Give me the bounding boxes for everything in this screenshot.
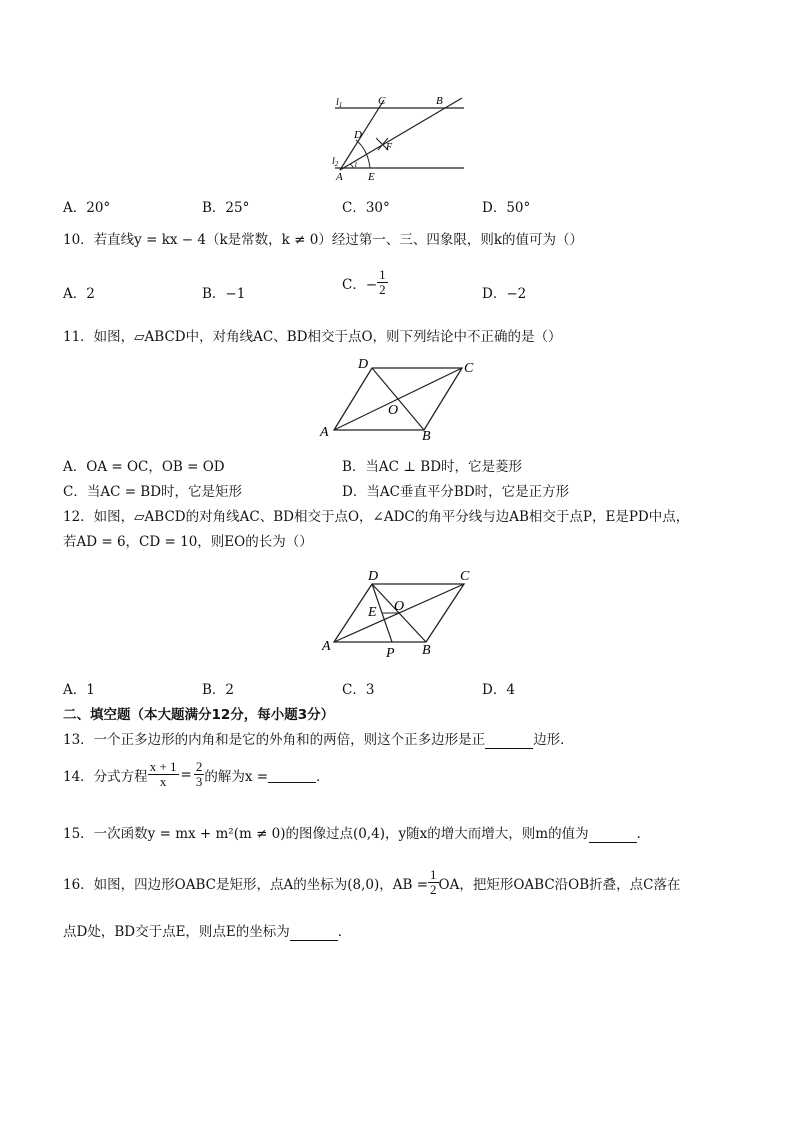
option-c[interactable]: C．30° <box>342 200 390 216</box>
option-b[interactable]: B．25° <box>202 200 250 216</box>
option-c[interactable]: C．当AC = BD时，它是矩形 <box>63 484 243 500</box>
option-a[interactable]: A．20° <box>63 200 111 216</box>
q16-answer-blank[interactable] <box>290 924 338 941</box>
q13-answer-blank[interactable] <box>485 732 533 749</box>
label-o: O <box>388 403 399 418</box>
label-d: D <box>358 357 369 372</box>
option-a[interactable]: A．1 <box>63 682 95 698</box>
q13-text-before: 13．一个正多边形的内角和是它的外角和的两倍，则这个正多边形是正 <box>63 732 486 748</box>
label-f: F <box>386 142 393 153</box>
q11-figure <box>316 352 482 444</box>
q14-text-after: ． <box>316 768 330 785</box>
option-c[interactable] <box>342 268 388 298</box>
section-heading-fill-in: 二、填空题（本大题满分12分，每小题3分） <box>63 707 335 723</box>
q9-figure <box>326 92 472 184</box>
option-d[interactable]: D．当AC垂直平分BD时，它是正方形 <box>342 484 570 500</box>
q12-figure <box>318 564 478 660</box>
label-b: B <box>436 95 443 107</box>
q13 <box>63 728 574 749</box>
q15 <box>63 822 650 843</box>
q15-text-before: 15．一次函数y = mx + m²(m ≠ 0)的图像过点(0,4)，y随x的增大而增大，则m的值为 <box>63 826 589 842</box>
option-d[interactable]: D．4 <box>482 682 515 698</box>
option-a[interactable]: A．2 <box>63 286 95 302</box>
option-a[interactable]: A．OA = OC，OB = OD <box>63 459 225 475</box>
label-p: P <box>386 646 395 660</box>
q12-stem-line1: 12．如图，▱ABCD的对角线AC、BD相交于点O，∠ADC的角平分线与边AB相交于点P，E是PD中点， <box>63 509 690 525</box>
q16-text-after: OA，把矩形OABC沿OB折叠，点C落在 <box>438 876 681 893</box>
option-b[interactable]: B．−1 <box>202 286 246 302</box>
label-a: A <box>320 425 329 440</box>
q10-stem: 10．若直线y = kx − 4（k是常数，k ≠ 0）经过第一、三、四象限，则k的值可为（） <box>63 232 583 248</box>
q15-text-after: ． <box>636 826 651 842</box>
label-c: C <box>378 95 386 107</box>
label-c: C <box>460 569 470 584</box>
q16-line2-before: 点D处，BD交于点E，则点E的坐标为 <box>63 924 290 940</box>
option-b[interactable]: B．2 <box>202 682 235 698</box>
label-a: A <box>336 171 343 183</box>
q16-line2 <box>63 920 351 941</box>
option-c[interactable]: C．3 <box>342 682 375 698</box>
label-c: C <box>464 361 474 376</box>
segment-ac <box>340 100 384 170</box>
q14-fraction-right: $\frac{2}{3}$ <box>195 759 203 790</box>
diagonal-bd <box>372 368 424 430</box>
option-c-fraction: $\frac{1}{2}$ <box>379 267 386 298</box>
q16-line2-after: ． <box>337 924 352 940</box>
label-d: D <box>368 569 379 584</box>
label-b: B <box>422 429 431 444</box>
option-b[interactable]: B．当AC ⊥ BD时，它是菱形 <box>342 459 523 475</box>
q16-fraction: $\frac{1}{2}$ <box>430 867 437 898</box>
angle-1-arc <box>350 164 353 168</box>
label-l2: $l_2$ <box>332 156 339 168</box>
label-l1: $l_1$ <box>336 97 343 109</box>
q15-answer-blank[interactable] <box>589 826 637 843</box>
option-d[interactable]: D．50° <box>482 200 531 216</box>
q14-text-before: 14．分式方程 <box>63 768 148 785</box>
q16-line1 <box>63 868 680 898</box>
q14-answer-blank[interactable] <box>268 766 316 783</box>
q14-text-mid: 的解为x = <box>204 768 269 785</box>
label-angle-1: 1 <box>354 161 358 169</box>
label-d: D <box>354 129 362 141</box>
label-o: O <box>394 599 405 614</box>
label-e: E <box>368 605 377 620</box>
label-e: E <box>368 171 375 183</box>
option-c-prefix: C．− <box>342 276 378 293</box>
q14-fraction-left: $\frac{x + 1}{x}$ <box>149 759 177 790</box>
q11-stem: 11．如图，▱ABCD中，对角线AC、BD相交于点O，则下列结论中不正确的是（） <box>63 329 562 345</box>
option-d[interactable]: D．−2 <box>482 286 527 302</box>
q16-text-before: 16．如图，四边形OABC是矩形，点A的坐标为(8,0)，AB = <box>63 876 429 893</box>
label-b: B <box>422 643 431 658</box>
q13-text-after: 边形． <box>533 732 574 748</box>
q14: 14．分式方程 $\frac{x + 1}{x}$ = $\frac{2}{3}$ 的解为x = ． <box>63 759 330 790</box>
q12-stem-line2: 若AD = 6，CD = 10，则EO的长为（） <box>63 534 313 550</box>
label-a: A <box>322 639 331 654</box>
